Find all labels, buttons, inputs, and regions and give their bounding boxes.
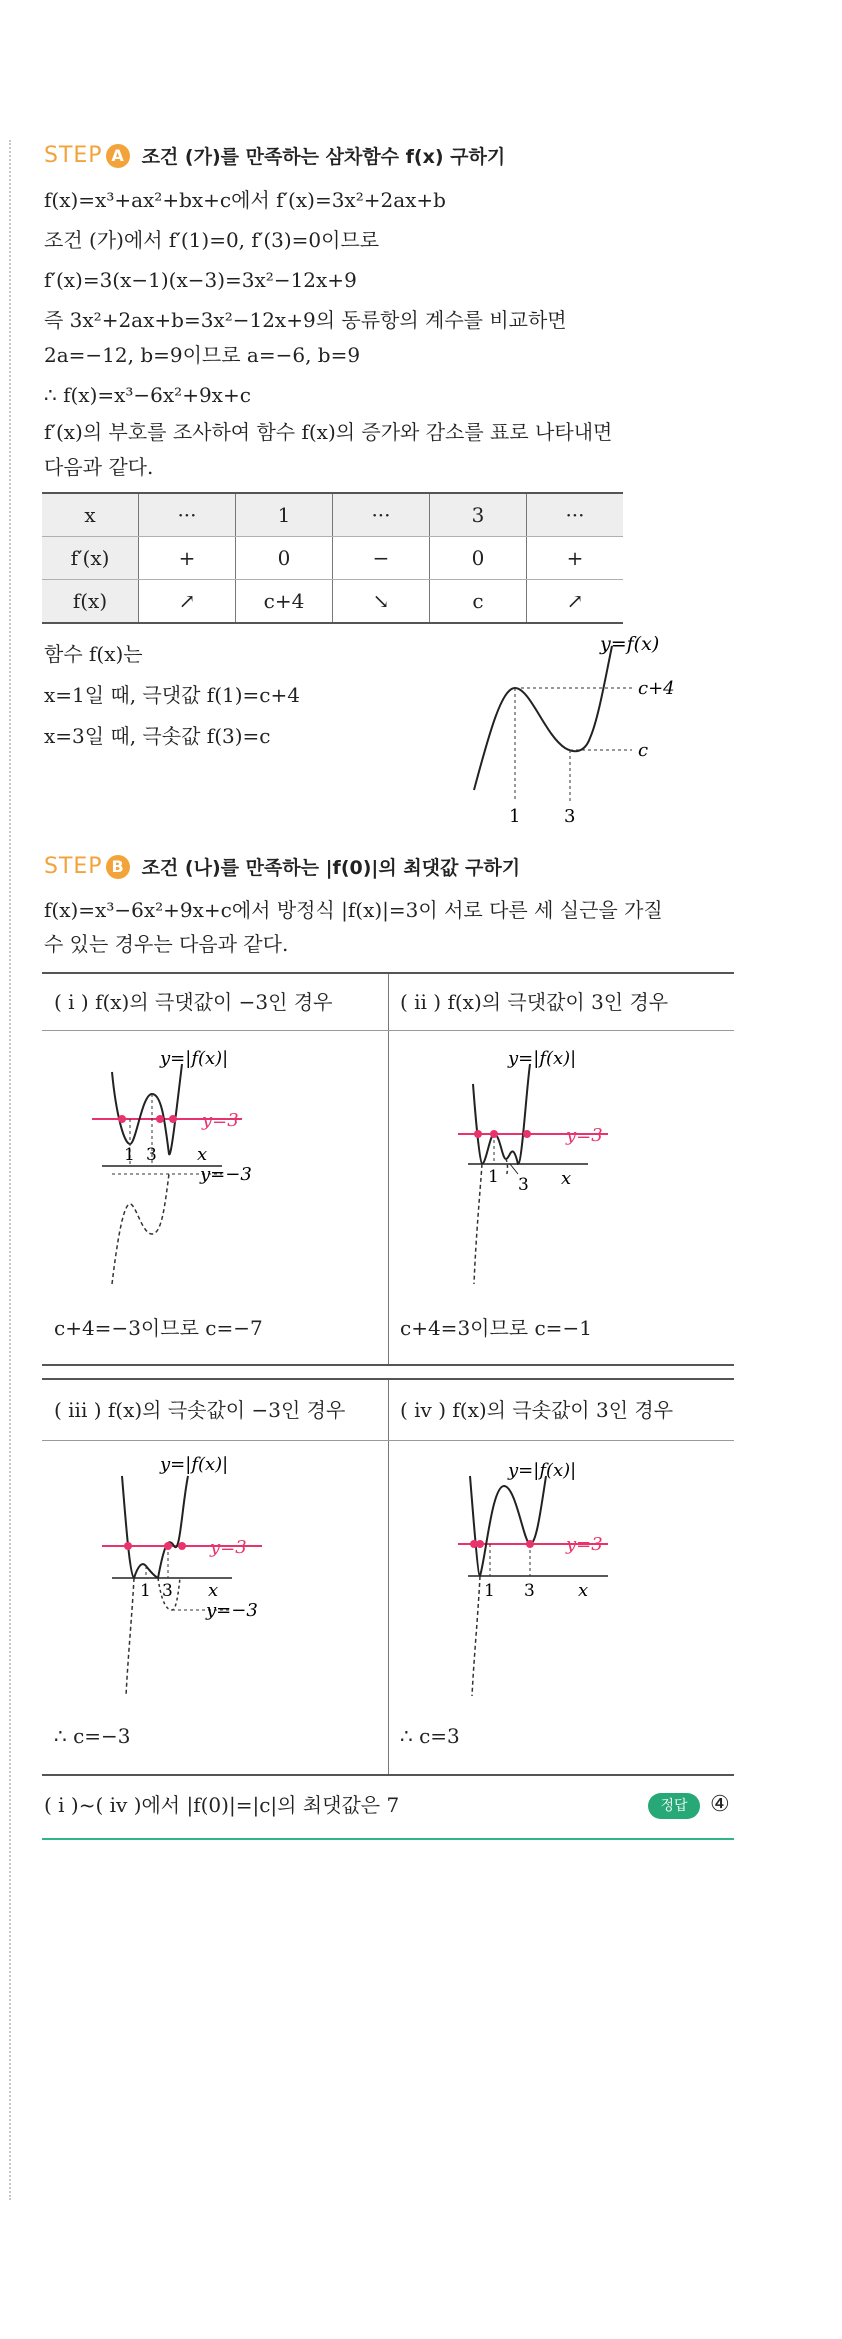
step-b-line-1: f(x)=x³−6x²+9x+c에서 방정식 |f(x)|=3이 서로 다른 세 실근을 가질: [44, 898, 663, 922]
intersection-point: [169, 1115, 177, 1123]
intersection-point: [156, 1115, 164, 1123]
table-cell: x: [42, 493, 139, 537]
step-b-title: 조건 (나)를 만족하는 |f(0)|의 최댓값 구하기: [141, 857, 521, 879]
step-a-line-4: 즉 3x²+2ax+b=3x²−12x+9의 동류항의 계수를 비교하면: [44, 308, 567, 332]
abs-curve-label: y=|f(x)|: [160, 1048, 229, 1069]
step-a-line-3: f′(x)=3(x−1)(x−3)=3x²−12x+9: [44, 268, 357, 292]
intersection-point: [474, 1130, 482, 1138]
tick-1: 1: [488, 1167, 499, 1187]
abs-curve: [473, 1064, 530, 1164]
step-a-line-5: 2a=−12, b=9이므로 a=−6, b=9: [44, 343, 361, 367]
extrema-line-2: x=1일 때, 극댓값 f(1)=c+4: [44, 683, 300, 707]
step-b-line-2: 수 있는 경우는 다음과 같다.: [44, 932, 289, 956]
step-a-line-6: ∴ f(x)=x³−6x²+9x+c: [44, 383, 251, 407]
case-ii-graph: [418, 1034, 718, 1294]
step-b-header: [44, 853, 520, 880]
intersection-point: [164, 1542, 172, 1550]
tick-3: 3: [162, 1581, 173, 1601]
table-row: [42, 537, 623, 580]
abs-curve: [470, 1476, 546, 1576]
abs-curve-label: y=|f(x)|: [508, 1460, 577, 1481]
extrema-line-1: 함수 f(x)는: [44, 642, 143, 666]
case-iii-title: ( iii ) f(x)의 극솟값이 −3인 경우: [54, 1398, 346, 1422]
abs-curve-label: y=|f(x)|: [508, 1048, 577, 1069]
tick-3: 3: [146, 1145, 157, 1165]
step-a-line-7: f′(x)의 부호를 조사하여 함수 f(x)의 증가와 감소를 표로 나타내면: [44, 420, 613, 444]
tick-3: 3: [518, 1175, 529, 1195]
case-ii-conclusion: c+4=3이므로 c=−1: [400, 1316, 592, 1340]
y3-label: y=3: [566, 1125, 603, 1146]
case-iv-graph: [418, 1446, 718, 1706]
step-b-word: STEP: [44, 854, 103, 879]
y3-label: y=3: [202, 1110, 239, 1131]
step-a-line-1: f(x)=x³+ax²+bx+c에서 f′(x)=3x²+2ax+b: [44, 188, 446, 212]
header-separator: [42, 1030, 734, 1031]
final-answer-line: ( i )~( iv )에서 |f(0)|=|c|의 최댓값은 7: [44, 1793, 400, 1817]
answer-badge: 정답: [648, 1793, 700, 1819]
margin-dotted-line: [9, 140, 11, 2200]
step-a-header: [44, 142, 505, 169]
tick-3: 3: [524, 1581, 535, 1601]
x-axis-label: x: [561, 1168, 572, 1189]
reflected-curve: [112, 1174, 169, 1284]
column-separator: [388, 974, 389, 1364]
tick-1: 1: [140, 1581, 151, 1601]
abs-curve: [122, 1476, 188, 1578]
case-iii-graph: [72, 1446, 372, 1706]
intersection-point: [523, 1130, 531, 1138]
step-a-title: 조건 (가)를 만족하는 삼차함수 f(x) 구하기: [141, 146, 506, 168]
table-cell: c: [430, 580, 527, 624]
case-iii-conclusion: ∴ c=−3: [54, 1724, 131, 1748]
y3-label: y=3: [210, 1537, 247, 1558]
reflected-curve: [472, 1576, 480, 1696]
table-cell: 1: [236, 493, 333, 537]
table-cell: +: [527, 537, 624, 580]
table-cell: ···: [333, 493, 430, 537]
case-iv-conclusion: ∴ c=3: [400, 1724, 460, 1748]
case-i-title: ( i ) f(x)의 극댓값이 −3인 경우: [54, 990, 333, 1014]
case-i-graph: [72, 1034, 372, 1294]
table-cell: ···: [527, 493, 624, 537]
table-cell: ···: [139, 493, 236, 537]
table-row: [42, 493, 623, 537]
intersection-point: [124, 1542, 132, 1550]
intersection-point: [490, 1130, 498, 1138]
x-axis-label: x: [197, 1144, 208, 1165]
table-cell: c+4: [236, 580, 333, 624]
table-cell: +: [139, 537, 236, 580]
reflected-curve: [126, 1578, 134, 1696]
cases-box-top: [42, 972, 734, 1366]
x1-label: 1: [509, 806, 521, 827]
yneg3-label: y=−3: [206, 1600, 258, 1621]
cubic-curve: [474, 646, 612, 790]
footer-rule: [42, 1838, 734, 1840]
pointer-3: [510, 1164, 518, 1174]
abs-curve: [112, 1064, 182, 1154]
step-b-letter: B: [106, 855, 130, 879]
intersection-point: [526, 1540, 534, 1548]
step-a-word: STEP: [44, 143, 103, 168]
table-cell: 0: [430, 537, 527, 580]
table-cell: ↘: [333, 580, 430, 624]
max-label: c+4: [638, 678, 675, 699]
curve-label: y=f(x): [600, 633, 660, 655]
table-cell: ↗: [527, 580, 624, 624]
x-axis-label: x: [208, 1580, 219, 1601]
table-cell: f(x): [42, 580, 139, 624]
table-cell: 3: [430, 493, 527, 537]
intersection-point: [118, 1115, 126, 1123]
step-a-letter: A: [106, 144, 130, 168]
min-label: c: [638, 740, 649, 761]
intersection-point: [476, 1540, 484, 1548]
intersection-point: [178, 1542, 186, 1550]
step-a-line-8: 다음과 같다.: [44, 455, 154, 479]
cases-box-bottom: [42, 1378, 734, 1776]
table-cell: ↗: [139, 580, 236, 624]
y3-label: y=3: [566, 1534, 603, 1555]
table-row: [42, 580, 623, 624]
case-iv-title: ( iv ) f(x)의 극솟값이 3인 경우: [400, 1398, 674, 1422]
reflected-dip: [506, 1159, 508, 1176]
table-cell: −: [333, 537, 430, 580]
tick-1: 1: [484, 1581, 495, 1601]
header-separator: [42, 1440, 734, 1441]
reflected-curve: [474, 1164, 482, 1284]
x3-label: 3: [564, 806, 576, 827]
step-a-line-2: 조건 (가)에서 f′(1)=0, f′(3)=0이므로: [44, 228, 380, 252]
yneg3-label: y=−3: [200, 1164, 252, 1185]
cubic-graph: [450, 630, 710, 830]
table-cell: f′(x): [42, 537, 139, 580]
increase-decrease-table: [42, 492, 623, 624]
answer-number: ④: [710, 1792, 730, 1817]
abs-curve-label: y=|f(x)|: [160, 1454, 229, 1475]
extrema-line-3: x=3일 때, 극솟값 f(3)=c: [44, 724, 271, 748]
table-cell: 0: [236, 537, 333, 580]
case-i-conclusion: c+4=−3이므로 c=−7: [54, 1316, 263, 1340]
case-ii-title: ( ii ) f(x)의 극댓값이 3인 경우: [400, 990, 669, 1014]
x-axis-label: x: [578, 1580, 589, 1601]
tick-1: 1: [124, 1145, 135, 1165]
